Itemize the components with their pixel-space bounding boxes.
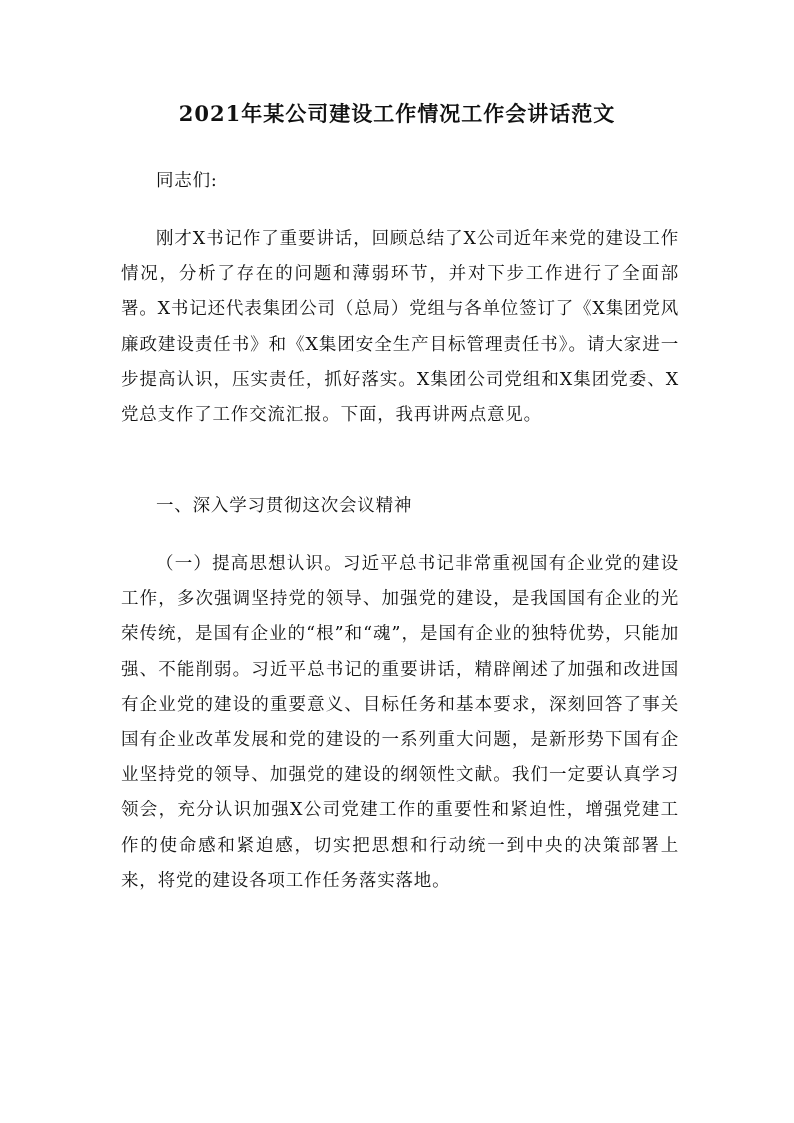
- document-title: 2021年某公司建设工作情况工作会讲话范文: [178, 101, 616, 126]
- greeting: 同志们:: [156, 171, 218, 191]
- paragraph-1: 刚才X书记作了重要讲话，回顾总结了X公司近年来党的建设工作情况，分析了存在的问题和薄弱环节，并对下步工作进行了全面部署。X书记还代表集团公司（总局）党组与各单位签订了《X集团党风廉政建设责任书》和《X集团安全生产目标管理责任书》。请大家进一步提高认识，压实责任，抓好落实。X集团公司党组和X集团党委、X党总支作了工作交流汇报。下面，我再讲两点意见。: [121, 229, 679, 426]
- paragraph-2: （一）提高思想认识。习近平总书记非常重视国有企业党的建设工作，多次强调坚持党的领导、加强党的建设，是我国国有企业的光荣传统，是国有企业的“根”和“魂”，是国有企业的独特优势，只能加强、不能削弱。习近平总书记的重要讲话，精辟阐述了加强和改进国有企业党的建设的重要意义、目标任务和基本要求，深刻回答了事关国有企业改革发展和党的建设的一系列重大问题，是新形势下国有企业坚持党的领导、加强党的建设的纲领性文献。我们一定要认真学习领会，充分认识加强X公司党建工作的重要性和紧迫性，增强党建工作的使命感和紧迫感，切实把思想和行动统一到中央的决策部署上来，将党的建设各项工作任务落实落地。: [121, 554, 679, 891]
- section-heading-1: 一、深入学习贯彻这次会议精神: [156, 496, 413, 516]
